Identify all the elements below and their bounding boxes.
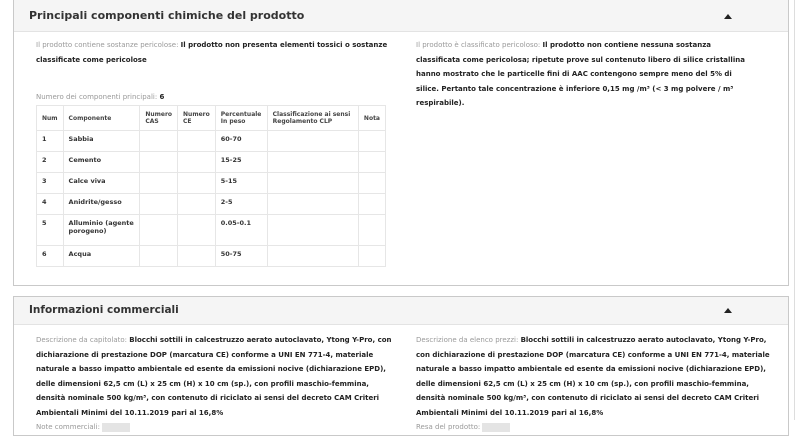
table-cell: Anidrite/gesso [63,194,140,215]
price-description: Descrizione da elenco prezzi: Blocchi sottili in calcestruzzo aerato autoclavato, Ytong Y-Pro, con dichiarazione di prestazione DOP (marcatura CE) conforme a UNI EN 771-4, materiale naturale a basso impatto ambientale ed esente da emissioni nocive (dichiarazione EPD), delle dimensioni 62,5 cm (L) x 25 cm (H) x 10 cm (sp.), con profili maschio-femmina, densità nominale 500 kg/m³, con contenuto di riciclato ai sensi del decreto CAM Criteri Ambientali Minimi del 10.11.2019 pari al 16,8% Resa del prodotto: [416,336,770,431]
table-cell [267,152,358,173]
table-cell: 1 [37,131,64,152]
components-table [36,105,386,267]
table-cell [178,173,216,194]
spec-description: Descrizione da capitolato: Blocchi sottili in calcestruzzo aerato autoclavato, Ytong Y-Pro, con dichiarazione di prestazione DOP (marcatura CE) conforme a UNI EN 771-4, materiale naturale a basso impatto ambientale ed esente da emissioni nocive (dichiarazione EPD), delle dimensioni 62,5 cm (L) x 25 cm (H) x 10 cm (sp.), con profili maschio-femmina, densità nominale 500 kg/m³, con contenuto di riciclato ai sensi del decreto CAM Criteri Ambientali Minimi del 10.11.2019 pari al 16,8% Note commerciali: [36,336,392,431]
commercial-info-panel [13,296,789,436]
caret-up-icon[interactable] [724,14,732,19]
panel-header[interactable] [14,0,788,32]
column-header: Numero CE [178,106,216,131]
table-row [37,152,386,173]
table-cell [358,173,385,194]
redacted-value [482,423,510,432]
table-cell [358,215,385,246]
table-cell [178,215,216,246]
table-row [37,194,386,215]
table-cell [267,173,358,194]
redacted-value [102,423,130,432]
table-row [37,215,386,246]
table-cell: 0.05-0.1 [215,215,267,246]
table-cell: Sabbia [63,131,140,152]
table-cell [358,131,385,152]
table-row [37,131,386,152]
classification-info: Il prodotto è classificato pericoloso: Il prodotto non contiene nessuna sostanza classificata come pericolosa; ripetute prove sul contenuto libero di silice cristallina hanno mostrato che le particelle fini di AAC contengono sempre meno del 5% di silice. Pertanto tale concentrazione è inferiore 0,15 mg /m³ (< 3 mg polvere / m³ respirabile). [416,41,745,107]
table-cell: 6 [37,246,64,267]
column-header: Componente [63,106,140,131]
table-cell: 3 [37,173,64,194]
table-cell [358,194,385,215]
table-cell [267,194,358,215]
table-cell: 2 [37,152,64,173]
table-row [37,246,386,267]
panel-title: Principali componenti chimiche del prodotto [29,9,305,22]
hazard-info: Il prodotto contiene sostanze pericolose: Il prodotto non presenta elementi tossici o sostanze classificate come pericolose [36,41,388,64]
table-cell: 15-25 [215,152,267,173]
table-cell [358,246,385,267]
table-cell: Calce viva [63,173,140,194]
table-cell: 60-70 [215,131,267,152]
table-cell: 5-15 [215,173,267,194]
caret-up-icon[interactable] [724,308,732,313]
chemical-components-panel [13,0,789,286]
table-cell: 50-75 [215,246,267,267]
table-cell [178,194,216,215]
table-row [37,173,386,194]
table-cell [140,152,178,173]
components-count: Numero dei componenti principali: 6 [36,93,165,101]
scrollbar-track[interactable] [794,0,795,420]
table-cell: Alluminio (agente porogeno) [63,215,140,246]
table-header-row [37,106,386,131]
table-cell [178,131,216,152]
table-cell [140,194,178,215]
column-header: Classificazione ai sensi Regolamento CLP [267,106,358,131]
column-header: Num [37,106,64,131]
panel-title: Informazioni commerciali [29,304,179,316]
table-cell [267,246,358,267]
table-cell: 2-5 [215,194,267,215]
table-cell [178,152,216,173]
table-cell [358,152,385,173]
table-cell [267,215,358,246]
column-header: Numero CAS [140,106,178,131]
table-cell: 4 [37,194,64,215]
column-header: Percentuale In peso [215,106,267,131]
table-cell: 5 [37,215,64,246]
panel-header[interactable] [14,297,788,325]
column-header: Nota [358,106,385,131]
table-cell [140,131,178,152]
table-cell [267,131,358,152]
table-cell [140,173,178,194]
table-cell: Acqua [63,246,140,267]
table-cell [140,246,178,267]
table-cell [140,215,178,246]
table-cell: Cemento [63,152,140,173]
table-cell [178,246,216,267]
